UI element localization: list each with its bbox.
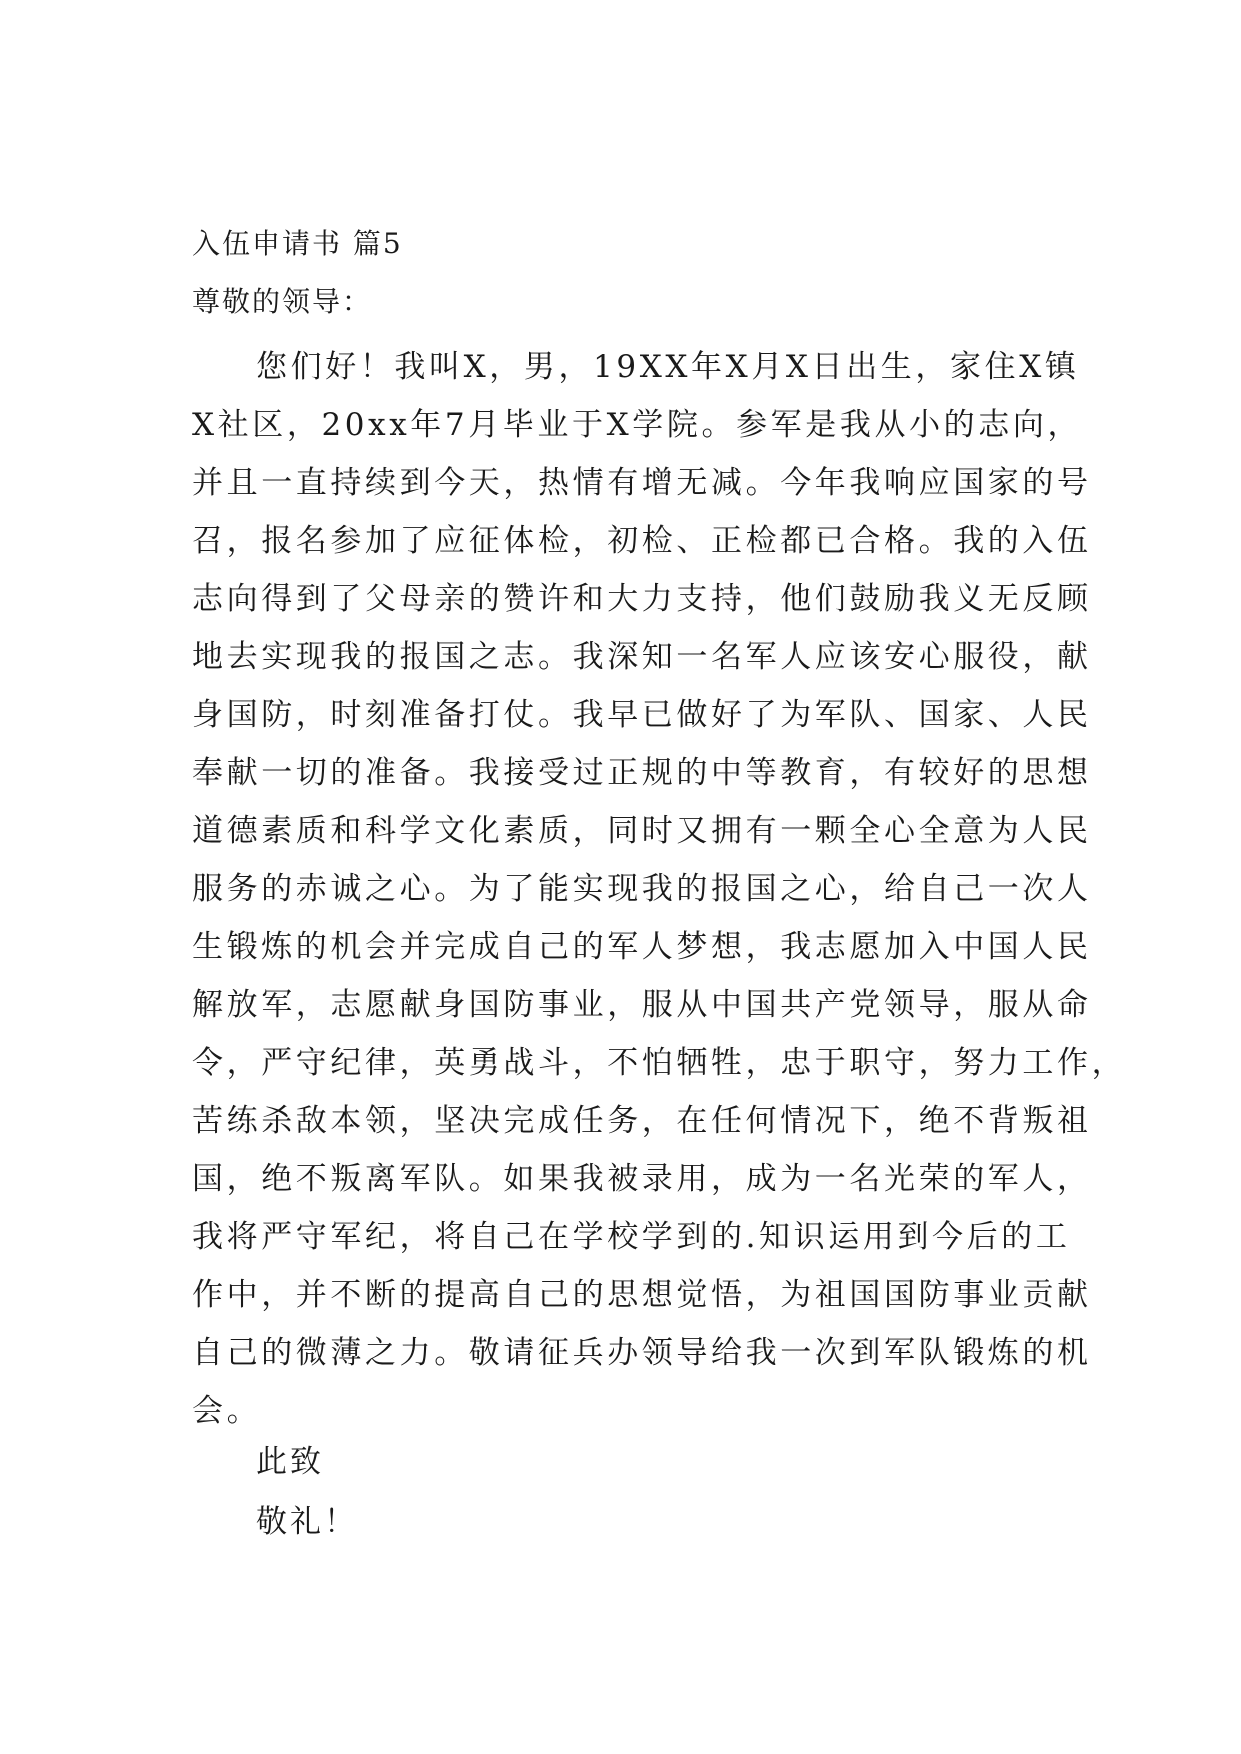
body-line: 地去实现我的报国之志。我深知一名军人应该安心服役，献 — [192, 639, 1092, 675]
body-line: 您们好！我叫X，男，19XX年X月X日出生，家住X镇 — [256, 349, 1080, 385]
body-line: 自己的微薄之力。敬请征兵办领导给我一次到军队锻炼的机 — [192, 1335, 1092, 1371]
body-line: 作中，并不断的提高自己的思想觉悟，为祖国国防事业贡献 — [192, 1277, 1092, 1313]
document-title: 入伍申请书 篇5 — [192, 227, 403, 260]
body-line: 召，报名参加了应征体检，初检、正检都已合格。我的入伍 — [192, 523, 1092, 559]
body-line: X社区，20xx年7月毕业于X学院。参军是我从小的志向， — [192, 407, 1083, 443]
body-line: 奉献一切的准备。我接受过正规的中等教育，有较好的思想 — [192, 755, 1092, 791]
body-line: 服务的赤诚之心。为了能实现我的报国之心，给自己一次人 — [192, 871, 1092, 907]
body-line: 令，严守纪律，英勇战斗，不怕牺牲，忠于职守，努力工作， — [192, 1045, 1127, 1081]
body-line: 国，绝不叛离军队。如果我被录用，成为一名光荣的军人， — [192, 1161, 1092, 1197]
closing-cizhi: 此致 — [256, 1444, 324, 1480]
body-line: 并且一直持续到今天，热情有增无减。今年我响应国家的号 — [192, 465, 1092, 501]
body-line: 生锻炼的机会并完成自己的军人梦想，我志愿加入中国人民 — [192, 929, 1092, 965]
body-line: 我将严守军纪，将自己在学校学到的.知识运用到今后的工 — [192, 1219, 1071, 1255]
body-line: 道德素质和科学文化素质，同时又拥有一颗全心全意为人民 — [192, 813, 1092, 849]
body-line: 志向得到了父母亲的赞许和大力支持，他们鼓励我义无反顾 — [192, 581, 1092, 617]
salutation: 尊敬的领导： — [192, 285, 373, 318]
body-paragraph — [192, 338, 1127, 1440]
body-line: 会。 — [192, 1393, 262, 1429]
closing-jingli: 敬礼！ — [256, 1504, 358, 1540]
body-line: 解放军，志愿献身国防事业，服从中国共产党领导，服从命 — [192, 987, 1092, 1023]
body-line: 苦练杀敌本领，坚决完成任务，在任何情况下，绝不背叛祖 — [192, 1103, 1092, 1139]
body-line: 身国防，时刻准备打仗。我早已做好了为军队、国家、人民 — [192, 697, 1092, 733]
